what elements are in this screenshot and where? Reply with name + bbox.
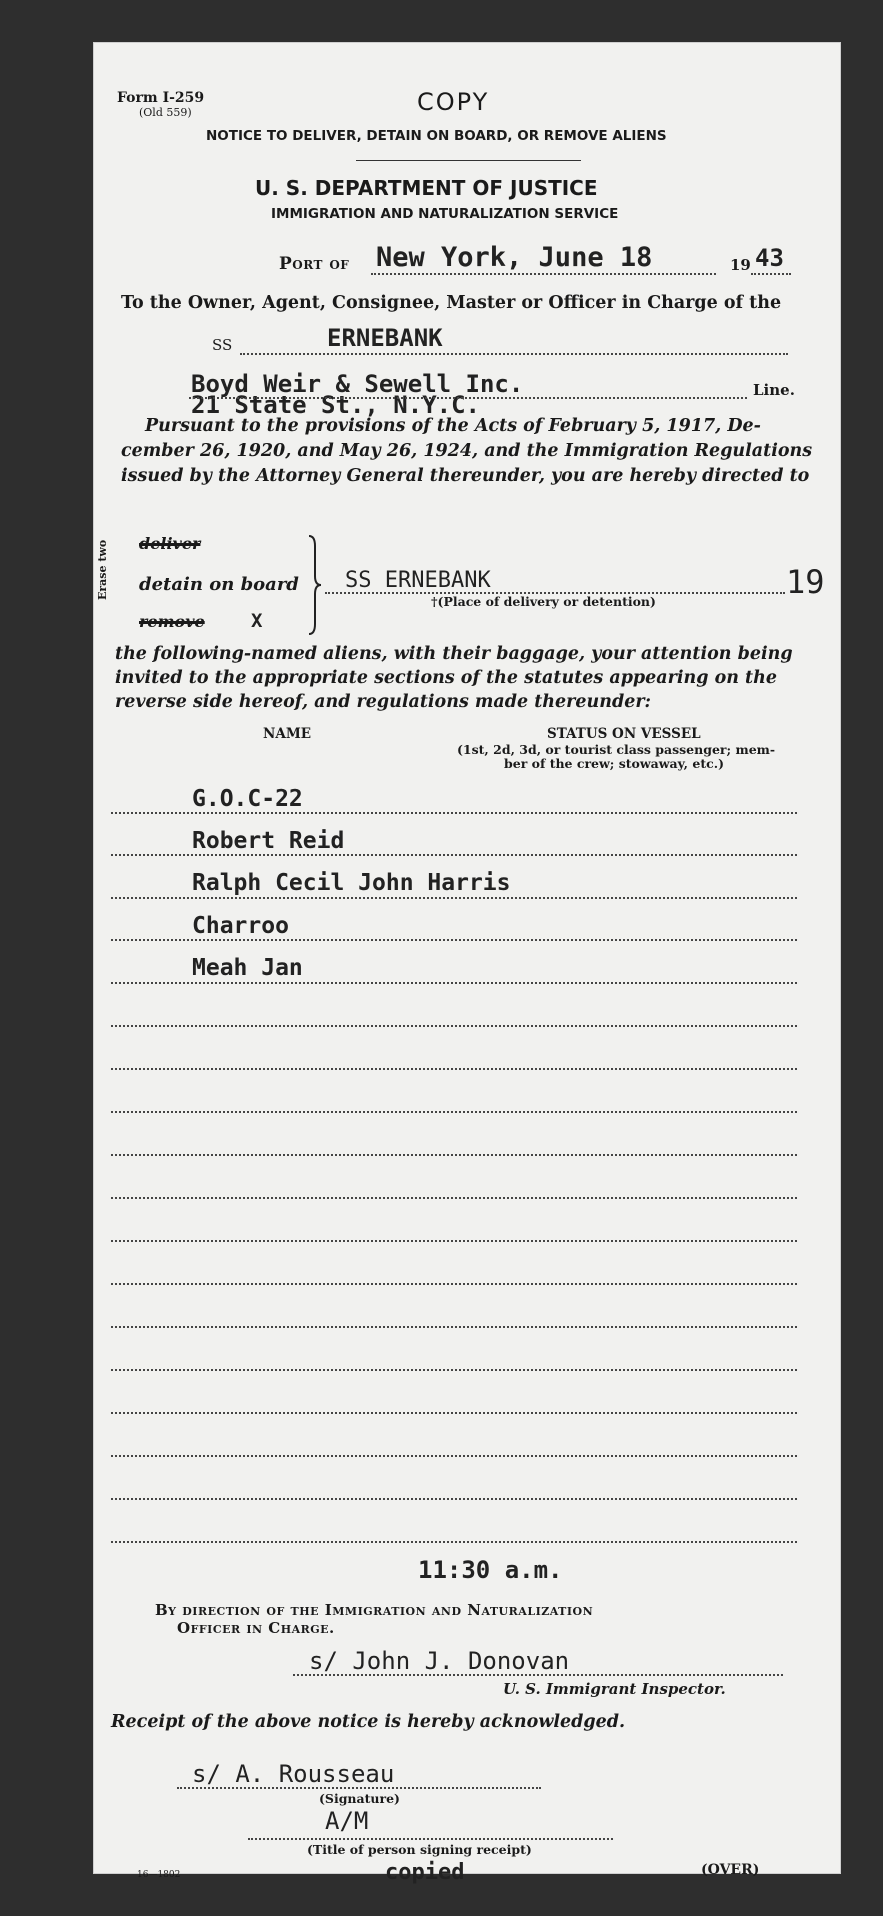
year-line xyxy=(751,273,791,275)
entry-line xyxy=(111,1412,797,1414)
ship-line xyxy=(240,353,788,355)
receipt-signature-line xyxy=(177,1787,541,1789)
line-dots xyxy=(189,397,747,399)
direction-line-1: By direction of the Immigration and Naturalization xyxy=(155,1601,594,1619)
department-title: U. S. DEPARTMENT OF JUSTICE xyxy=(255,176,598,200)
copied-note: copied xyxy=(385,1860,465,1885)
entry-line xyxy=(111,1455,797,1457)
port-value: New York, June 18 xyxy=(376,242,653,273)
margin-number: 19 xyxy=(786,563,825,601)
entry-line xyxy=(111,1498,797,1500)
alien-name-4: Charroo xyxy=(192,913,289,939)
alien-name-5: Meah Jan xyxy=(192,955,303,981)
option-deliver: deliver xyxy=(139,534,201,553)
form-document xyxy=(93,42,841,1885)
line-company: Boyd Weir & Sewell Inc. xyxy=(191,370,524,398)
pursuant-line-1: Pursuant to the provisions of the Acts of February 5, 1917, De- xyxy=(145,416,761,436)
alien-name-2: Robert Reid xyxy=(192,828,345,854)
year-prefix: 19 xyxy=(730,256,751,274)
over-note: (OVER) xyxy=(701,1862,760,1878)
title-rule xyxy=(356,160,581,161)
copy-stamp: COPY xyxy=(417,88,490,116)
following-line-2: invited to the appropriate sections of the statutes appearing on the xyxy=(115,668,777,688)
year-value: 43 xyxy=(755,244,784,272)
entry-line xyxy=(111,1369,797,1371)
entry-line xyxy=(111,1154,797,1156)
entry-line xyxy=(111,1025,797,1027)
print-code: 16—1802 xyxy=(137,1870,181,1880)
pursuant-line-3: issued by the Attorney General thereunder, you are hereby directed to xyxy=(121,466,810,486)
entry-line xyxy=(111,1283,797,1285)
entry-line xyxy=(111,982,797,984)
signature-caption: (Signature) xyxy=(319,1791,400,1806)
strike-mark: X xyxy=(251,610,263,632)
receipt-signature: s/ A. Rousseau xyxy=(192,1760,395,1788)
title-caption: (Title of person signing receipt) xyxy=(307,1842,532,1857)
inspector-signature: s/ John J. Donovan xyxy=(309,1647,570,1675)
entry-line xyxy=(111,812,797,814)
entry-line xyxy=(111,897,797,899)
notice-title: NOTICE TO DELIVER, DETAIN ON BOARD, OR REMOVE ALIENS xyxy=(206,128,667,144)
time-value: 11:30 a.m. xyxy=(418,1556,563,1584)
service-title: IMMIGRATION AND NATURALIZATION SERVICE xyxy=(271,206,619,222)
inspector-title: U. S. Immigrant Inspector. xyxy=(503,1680,726,1698)
option-brace xyxy=(307,534,323,636)
entry-line xyxy=(111,1197,797,1199)
name-column-header: NAME xyxy=(263,726,312,742)
port-label: Port of xyxy=(279,254,350,274)
option-detain: detain on board xyxy=(139,574,299,595)
entry-line xyxy=(111,1111,797,1113)
entry-line xyxy=(111,1068,797,1070)
status-note-1: (1st, 2d, 3d, or tourist class passenger; mem- xyxy=(457,742,776,757)
following-line-1: the following-named aliens, with their baggage, your attention being xyxy=(115,644,793,664)
status-column-header: STATUS ON VESSEL xyxy=(547,726,701,742)
entry-line xyxy=(111,854,797,856)
option-remove: remove xyxy=(139,612,205,631)
inspector-line xyxy=(293,1674,783,1676)
erase-two-note: Erase two xyxy=(96,539,109,600)
ship-name: ERNEBANK xyxy=(327,324,443,352)
entry-line xyxy=(111,1541,797,1543)
entry-line xyxy=(111,939,797,941)
status-note-2: ber of the crew; stowaway, etc.) xyxy=(504,756,724,771)
old-form-number: (Old 559) xyxy=(139,106,192,119)
entry-line xyxy=(111,1326,797,1328)
receipt-title-line xyxy=(248,1838,613,1840)
entry-line xyxy=(111,1240,797,1242)
place-value: SS ERNEBANK xyxy=(345,568,491,593)
pursuant-line-2: cember 26, 1920, and May 26, 1924, and the Immigration Regulations xyxy=(121,441,813,461)
alien-name-3: Ralph Cecil John Harris xyxy=(192,870,511,896)
direction-line-2: Officer in Charge. xyxy=(177,1619,335,1637)
receipt-title-value: A/M xyxy=(325,1807,369,1835)
following-line-3: reverse side hereof, and regulations made thereunder: xyxy=(115,692,652,712)
form-number: Form I-259 xyxy=(117,90,205,106)
place-caption: †(Place of delivery or detention) xyxy=(431,594,656,609)
port-line xyxy=(371,273,716,275)
line-address: 21 State St., N.Y.C. xyxy=(191,391,480,419)
ss-label: SS xyxy=(212,336,233,354)
alien-name-1: G.O.C-22 xyxy=(192,786,303,812)
receipt-text: Receipt of the above notice is hereby acknowledged. xyxy=(111,1712,626,1732)
line-label: Line. xyxy=(753,381,795,399)
addressee-intro: To the Owner, Agent, Consignee, Master or Officer in Charge of the xyxy=(121,293,782,313)
